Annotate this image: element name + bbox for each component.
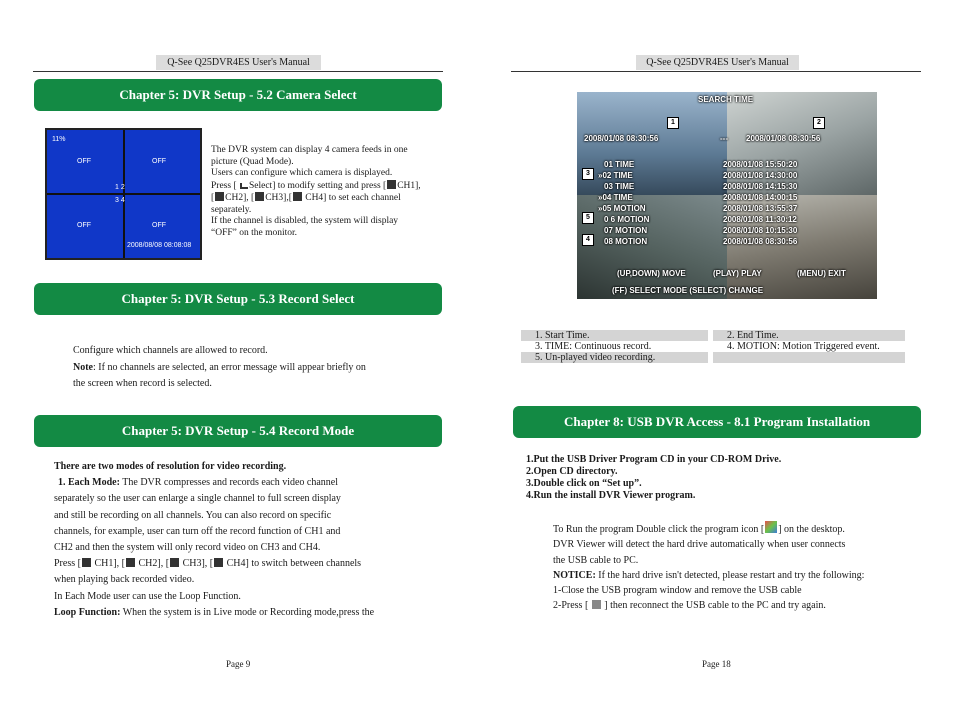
record-mode-line: 1. Each Mode: The DVR compresses and records each video channel (58, 477, 339, 489)
run-line: NOTICE: If the hard drive isn't detected, please restart and try the following: (553, 569, 865, 581)
run-line: the USB cable to PC. (553, 554, 639, 566)
quad-off-ch2: OFF (152, 158, 166, 165)
search-row-label[interactable]: 01 TIME (604, 160, 635, 169)
right-page-header: Q-See Q25DVR4ES User's Manual (636, 55, 799, 70)
camera-text-line: picture (Quad Mode). (211, 156, 294, 167)
ch1-key-icon (82, 558, 91, 567)
record-mode-line: Loop Function: When the system is in Live mode or Recording mode,press the (54, 606, 375, 618)
install-step: 1.Put the USB Driver Program CD in your CD-ROM Drive. (526, 454, 782, 465)
ch2-key-icon (126, 558, 135, 567)
record-mode-line: CH2 and then the system will only record video on CH3 and CH4. (54, 542, 321, 554)
callout-marker-4: 4 (582, 234, 594, 246)
help-exit: (MENU) EXIT (797, 269, 846, 278)
record-mode-line: and still be recording on all channels. You can also record on specific (54, 509, 332, 521)
record-select-line: Note: If no channels are selected, an error message will appear briefly on (73, 361, 366, 373)
camera-text-line: The DVR system can display 4 camera feeds in one (211, 145, 408, 155)
time-separator: --- (720, 134, 728, 143)
callout-marker-1: 1 (667, 117, 679, 129)
legend-cell: 4. MOTION: Motion Triggered event. (727, 341, 880, 352)
quad-timestamp: 2008/08/08 08:08:08 (127, 242, 192, 249)
ch2-key-icon (215, 192, 224, 201)
help-move: (UP,DOWN) MOVE (617, 269, 686, 278)
run-line: To Run the program Double click the program icon [ ] on the desktop. (553, 521, 913, 537)
search-row-label[interactable]: 08 MOTION (604, 237, 648, 246)
camera-select-text (211, 145, 441, 239)
install-step: 3.Double click on “Set up”. (526, 478, 642, 489)
legend-cell: 1. Start Time. (521, 330, 708, 341)
banner-camera-select-title: Chapter 5: DVR Setup - 5.2 Camera Select (119, 87, 357, 102)
quad-off-ch4: OFF (152, 222, 166, 229)
search-row-time: 2008/01/08 15:50:20 (723, 160, 798, 169)
record-select-line: Configure which channels are allowed to record. (73, 345, 268, 356)
quad-off-ch1: OFF (77, 158, 91, 165)
search-row-label[interactable]: »02 TIME (598, 171, 633, 180)
search-title: SEARCH TIME (698, 95, 754, 104)
banner-usb-title: Chapter 8: USB DVR Access - 8.1 Program Installation (563, 414, 871, 429)
record-mode-line: Press [ CH1], [ CH2], [ CH3], [ CH4] to switch between channels (54, 558, 362, 570)
banner-camera-select (34, 79, 442, 111)
loop-function-label: Loop Function: (54, 606, 121, 618)
search-row-time: 2008/01/08 14:15:30 (723, 182, 798, 191)
quad-off-ch3: OFF (77, 222, 91, 229)
run-line: 2-Press [ ] then reconnect the USB cable to the PC and try again. (553, 600, 826, 612)
record-select-line: the screen when record is selected. (73, 378, 212, 389)
left-page-header: Q-See Q25DVR4ES User's Manual (156, 55, 321, 70)
search-row-time: 2008/01/08 08:30:56 (723, 237, 798, 246)
search-row-label[interactable]: »04 TIME (598, 193, 633, 202)
record-mode-line: when playing back recorded video. (54, 574, 195, 586)
play-key-icon (592, 600, 601, 609)
banner-record-select (34, 283, 442, 315)
banner-record-select-title: Chapter 5: DVR Setup - 5.3 Record Select (121, 291, 355, 306)
ch3-key-icon (170, 558, 179, 567)
legend-cell-empty (713, 352, 905, 363)
right-header-rule (511, 71, 921, 72)
end-time: 2008/01/08 08:30:56 (746, 134, 821, 143)
ch1-key-icon (387, 180, 396, 189)
quad-corner-label: 11% (52, 136, 66, 143)
notice-label: NOTICE: (553, 569, 596, 581)
run-line: 1-Close the USB program window and remove the USB cable (553, 585, 802, 597)
camera-text-line: Press [ Select] to modify setting and press [ CH1], (211, 180, 421, 191)
legend-cell: 5. Un-played video recording. (521, 352, 708, 363)
search-row-label[interactable]: 03 TIME (604, 182, 635, 191)
banner-record-mode-title: Chapter 5: DVR Setup - 5.4 Record Mode (121, 423, 355, 438)
run-program-text (553, 521, 913, 614)
callout-marker-5: 5 (582, 212, 594, 224)
search-time-screenshot (577, 92, 877, 299)
right-page-number: Page 18 (702, 659, 731, 669)
run-line: DVR Viewer will detect the hard drive automatically when user connects (553, 539, 846, 551)
left-header-rule (33, 71, 443, 72)
camera-text-line: Users can configure which camera is displayed. (211, 168, 393, 178)
search-row-label[interactable]: 0 6 MOTION (604, 215, 650, 224)
dvr-viewer-program-icon (765, 521, 777, 533)
ch3-key-icon (255, 192, 264, 201)
callout-marker-2: 2 (813, 117, 825, 129)
search-row-time: 2008/01/08 14:00:15 (723, 193, 798, 202)
record-mode-line: separately so the user can enlarge a single channel to full screen display (54, 493, 341, 505)
search-row-time: 2008/01/08 14:30:00 (723, 171, 798, 180)
banner-usb-install (513, 406, 921, 438)
callout-marker-3: 3 (582, 168, 594, 180)
start-time: 2008/01/08 08:30:56 (584, 134, 659, 143)
note-label: Note (73, 361, 93, 373)
record-mode-text (54, 459, 429, 621)
help-play: (PLAY) PLAY (713, 269, 762, 278)
quad-center-bottom: 3 4 (115, 197, 125, 204)
search-row-time: 2008/01/08 10:15:30 (723, 226, 798, 235)
ch4-key-icon (293, 192, 302, 201)
camera-text-line: separately. (211, 204, 252, 215)
install-steps (526, 454, 906, 502)
camera-text-line: [ CH2], [ CH3],[ CH4] to set each channel (211, 193, 401, 203)
camera-text-line: If the channel is disabled, the system will display (211, 216, 399, 226)
search-row-label[interactable]: 07 MOTION (604, 226, 648, 235)
left-page-number: Page 9 (226, 659, 251, 669)
record-mode-line: In Each Mode user can use the Loop Function. (54, 590, 241, 602)
help-select-mode: (FF) SELECT MODE (SELECT) CHANGE (612, 286, 764, 295)
record-mode-heading: There are two modes of resolution for video recording. (54, 461, 287, 472)
install-step: 2.Open CD directory. (526, 466, 618, 477)
legend-cell: 3. TIME: Continuous record. (535, 341, 652, 352)
quad-divider-horizontal (47, 193, 200, 195)
each-mode-label: 1. Each Mode: (58, 477, 120, 489)
enter-key-icon (240, 183, 248, 189)
search-row-time: 2008/01/08 13:55:37 (723, 204, 798, 213)
search-row-time: 2008/01/08 11:30:12 (723, 215, 797, 224)
legend-cell: 2. End Time. (713, 330, 905, 341)
camera-text-line: “OFF” on the monitor. (211, 227, 298, 238)
install-step: 4.Run the install DVR Viewer program. (526, 490, 696, 501)
record-select-text (73, 343, 433, 393)
search-row-label[interactable]: »05 MOTION (598, 204, 646, 213)
banner-record-mode (34, 415, 442, 447)
record-mode-line: channels, for example, user can turn off the record function of CH1 and (54, 525, 341, 537)
ch4-key-icon (214, 558, 223, 567)
quad-center-top: 1 2 (115, 184, 125, 191)
quad-view-image (45, 128, 202, 260)
